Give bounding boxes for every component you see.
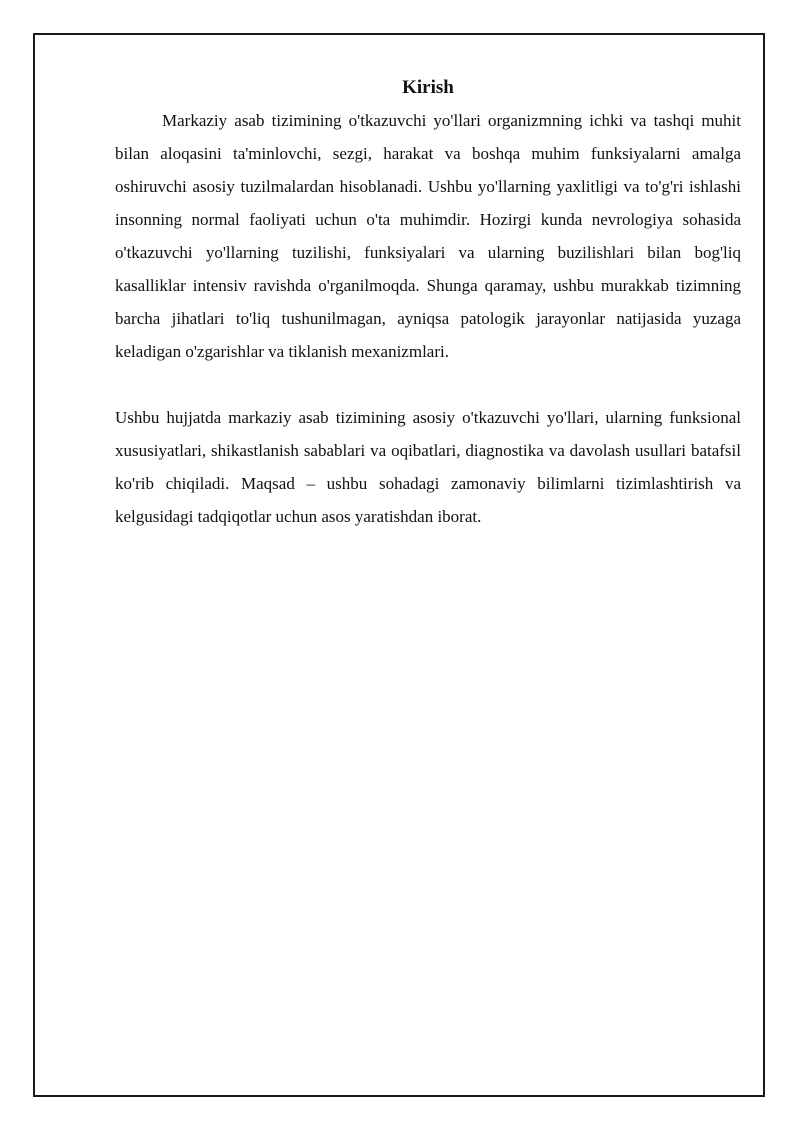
- paragraph-spacer: [115, 368, 741, 401]
- intro-paragraph-2: Ushbu hujjatda markaziy asab tizimining asosiy o'tkazuvchi yo'llari, ularning funksional xususiyatlari, shikastlanish sabablari va oqibatlari, diagnostika va davolash usullari batafsil ko'rib chiqiladi. Maqsad – ushbu sohadagi zamonaviy bilimlarni tizimlashtirish va kelgusidagi tadqiqotlar uchun asos yaratishdan iborat.: [115, 408, 741, 526]
- intro-paragraph-1: Markaziy asab tizimining o'tkazuvchi yo'llari organizmning ichki va tashqi muhit bilan aloqasini ta'minlovchi, sezgi, harakat va boshqa muhim funksiyalarni amalga oshiruvchi asosiy tuzilmalardan hisoblanadi. Ushbu yo'llarning yaxlitligi va to'g'ri ishlashi insonning normal faoliyati uchun o'ta muhimdir. Hozirgi kunda nevrologiya sohasida o'tkazuvchi yo'llarning tuzilishi, funksiyalari va ularning buzilishlari bilan bog'liq kasalliklar intensiv ravishda o'rganilmoqda. Shunga qaramay, ushbu murakkab tizimning barcha jihatlari to'liq tushunilmagan, ayniqsa patologik jarayonlar natijasida yuzaga keladigan o'zgarishlar va tiklanish mexanizmlari.: [115, 111, 741, 361]
- document-body: [115, 74, 741, 533]
- document-title: Kirish: [402, 77, 454, 98]
